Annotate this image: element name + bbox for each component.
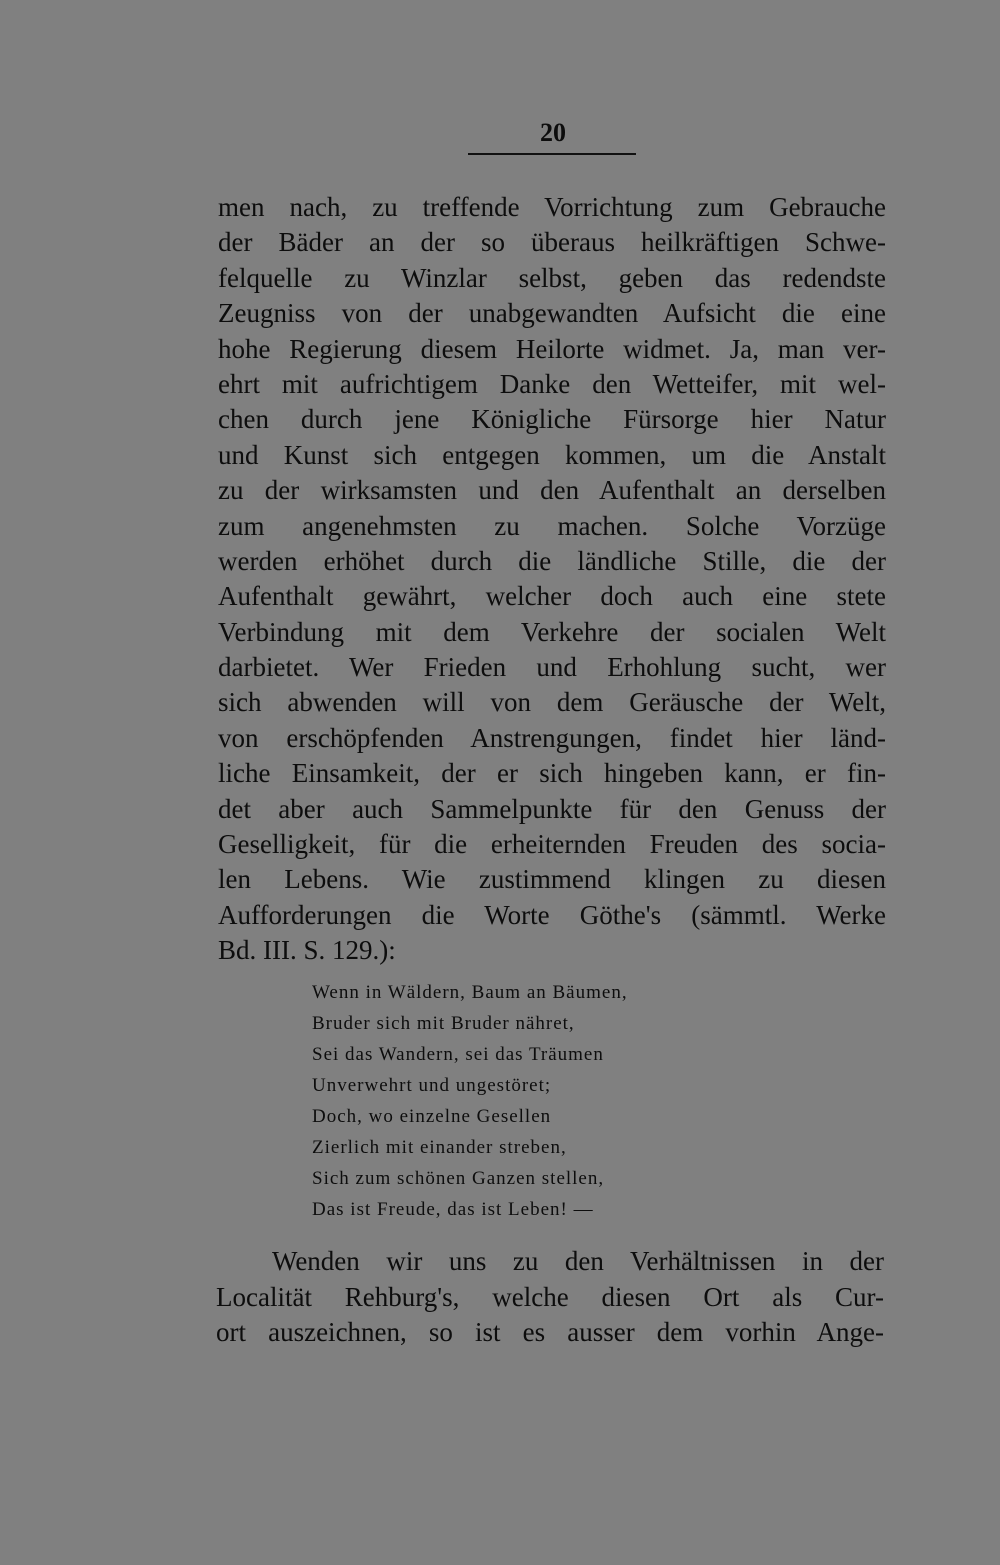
text-line: len Lebens. Wie zustimmend klingen zu diesen: [218, 864, 886, 895]
poem-block: [312, 977, 732, 1225]
text-line: det aber auch Sammelpunkte für den Genuss der: [218, 793, 886, 824]
text-line: zu der wirksamsten und den Aufenthalt an derselben: [218, 475, 886, 506]
text-line: der Bäder an der so überaus heilkräftigen Schwe-: [218, 227, 886, 258]
poem-line: Unverwehrt und ungestöret;: [312, 1075, 552, 1096]
poem-line: Sei das Wandern, sei das Träumen: [312, 1044, 604, 1065]
text-line: Verbindung mit dem Verkehre der socialen Welt: [218, 616, 886, 647]
text-line: ort auszeichnen, so ist es ausser dem vorhin Ange-: [216, 1317, 884, 1347]
text-line: und Kunst sich entgegen kommen, um die Anstalt: [218, 439, 886, 470]
text-line: Geselligkeit, für die erheiternden Freuden des socia-: [218, 829, 886, 860]
text-line: Bd. III. S. 129.):: [218, 935, 396, 966]
header-rule: [468, 153, 636, 155]
poem-line: Zierlich mit einander streben,: [312, 1137, 567, 1158]
page-number: 20: [540, 118, 566, 147]
text-line: liche Einsamkeit, der er sich hingeben kann, er fin-: [218, 758, 886, 789]
paragraph-1: [218, 190, 886, 969]
poem-line: Sich zum schönen Ganzen stellen,: [312, 1168, 605, 1189]
poem-line: Bruder sich mit Bruder nähret,: [312, 1013, 575, 1034]
text-line: darbietet. Wer Frieden und Erhohlung sucht, wer: [218, 652, 886, 683]
poem-line: Das ist Freude, das ist Leben! —: [312, 1199, 594, 1220]
text-line: Localität Rehburg's, welche diesen Ort als Cur-: [216, 1281, 884, 1312]
text-line: Wenden wir uns zu den Verhältnissen in der: [272, 1246, 884, 1276]
text-line: Aufforderungen die Worte Göthe's (sämmtl. Werke: [218, 899, 886, 930]
text-line: ehrt mit aufrichtigem Danke den Wetteifer, mit wel-: [218, 368, 886, 399]
text-line: zum angenehmsten zu machen. Solche Vorzüge: [218, 510, 886, 541]
text-line: Aufenthalt gewährt, welcher doch auch eine stete: [218, 581, 886, 612]
text-line: von erschöpfenden Anstrengungen, findet hier länd-: [218, 722, 886, 753]
text-line: chen durch jene Königliche Fürsorge hier Natur: [218, 404, 886, 435]
text-line: men nach, zu treffende Vorrichtung zum Gebrauche: [218, 192, 886, 222]
paragraph-2: [216, 1244, 884, 1351]
poem-line: Wenn in Wäldern, Baum an Bäumen,: [312, 982, 628, 1003]
text-line: hohe Regierung diesem Heilorte widmet. Ja, man ver-: [218, 333, 886, 364]
text-line: sich abwenden will von dem Geräusche der Welt,: [218, 687, 886, 718]
text-line: Zeugniss von der unabgewandten Aufsicht die eine: [218, 298, 886, 329]
text-line: werden erhöhet durch die ländliche Stille, die der: [218, 545, 886, 576]
text-line: felquelle zu Winzlar selbst, geben das redendste: [218, 262, 886, 293]
poem-line: Doch, wo einzelne Gesellen: [312, 1106, 552, 1127]
